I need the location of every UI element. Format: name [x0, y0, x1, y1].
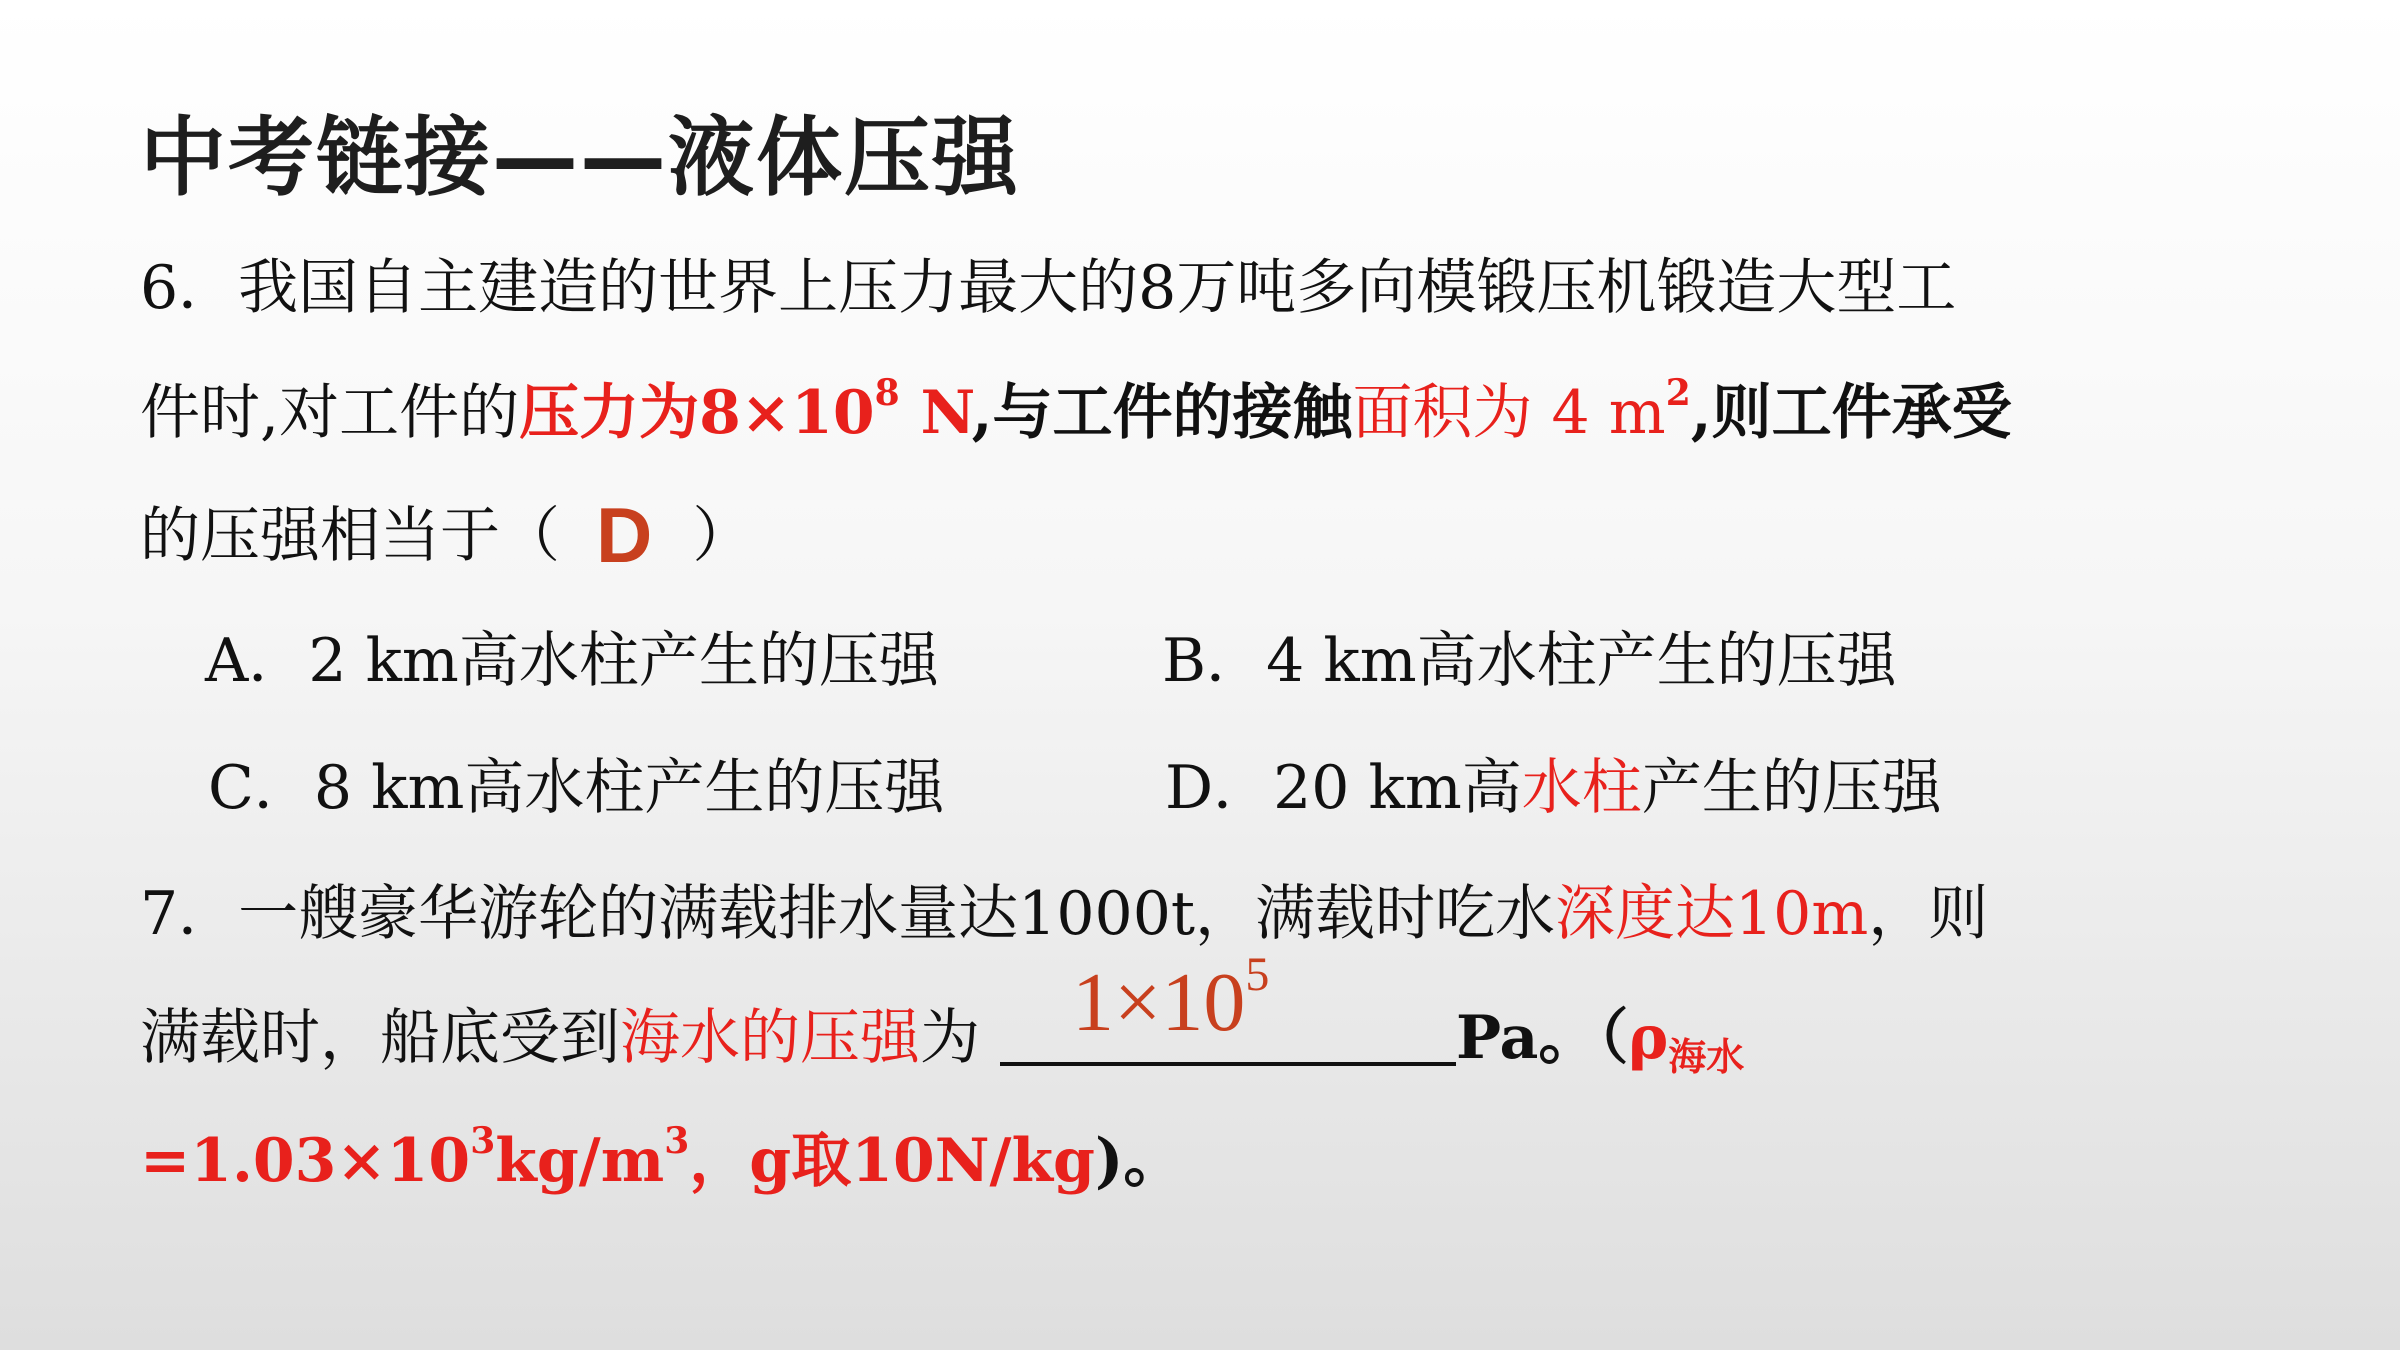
q6-force-highlight: 压力为$8\times 10^8$ N: [519, 372, 972, 448]
q6-stem-1: 6．我国自主建造的世界上压力最大的8万吨多向模锻压机锻造大型工: [140, 253, 1957, 323]
q7-text: 7．一艘豪华游轮的满载排水量达1000t，满载时吃水: [140, 879, 1555, 949]
q6-line-1: [140, 240, 1956, 326]
q7-density-symbol: $\rho_{海水}$: [1628, 1003, 1745, 1079]
q7-text: 满载时，船底受到: [140, 1003, 620, 1073]
q6-text: 件时,对工件的: [140, 378, 520, 448]
q7-line-3: [140, 1113, 1183, 1199]
q6-line-2: [140, 365, 2012, 451]
q6-line-3: [140, 488, 752, 581]
q7-text: )。: [1094, 1126, 1184, 1196]
q6-option-a: A．2 km高水柱产生的压强: [205, 626, 939, 696]
q6-option-b: B．4 km高水柱产生的压强: [1162, 626, 1897, 696]
q7-text: 为: [920, 1003, 980, 1073]
q6-answer: D: [596, 491, 653, 579]
q6-option-c: C．8 km高水柱产生的压强: [208, 753, 945, 823]
q7-text: Pa。（: [1456, 1003, 1629, 1073]
q7-line-1: [140, 866, 1988, 952]
q7-pressure-highlight: 海水的压强: [620, 1003, 920, 1073]
q6-option-d: D．20 km高水柱产生的压强: [1165, 753, 1942, 823]
q6-text: ,与工件的接触: [971, 378, 1353, 448]
q6-text: ,则工件承受: [1690, 378, 2012, 448]
q7-answer-blank: [1000, 948, 1456, 1066]
q7-depth-highlight: 深度达10m: [1554, 879, 1869, 949]
q6-text: ）: [692, 501, 753, 571]
q6-text: 的压强相当于（: [140, 501, 560, 571]
page-title: 中考链接——液体压强: [140, 108, 1020, 208]
q6-option-d-highlight: 水柱: [1521, 753, 1642, 823]
q7-line-2: [140, 948, 1745, 1079]
q6-area-highlight: 面积为 4 $m^2$: [1352, 372, 1691, 448]
q7-given-values: $=1.03\times 10^3kg/m^3$，g取10N/kg: [140, 1120, 1095, 1196]
q7-text: ，则: [1868, 879, 1989, 949]
q7-answer: $1\times 10^5$: [1072, 948, 1270, 1049]
